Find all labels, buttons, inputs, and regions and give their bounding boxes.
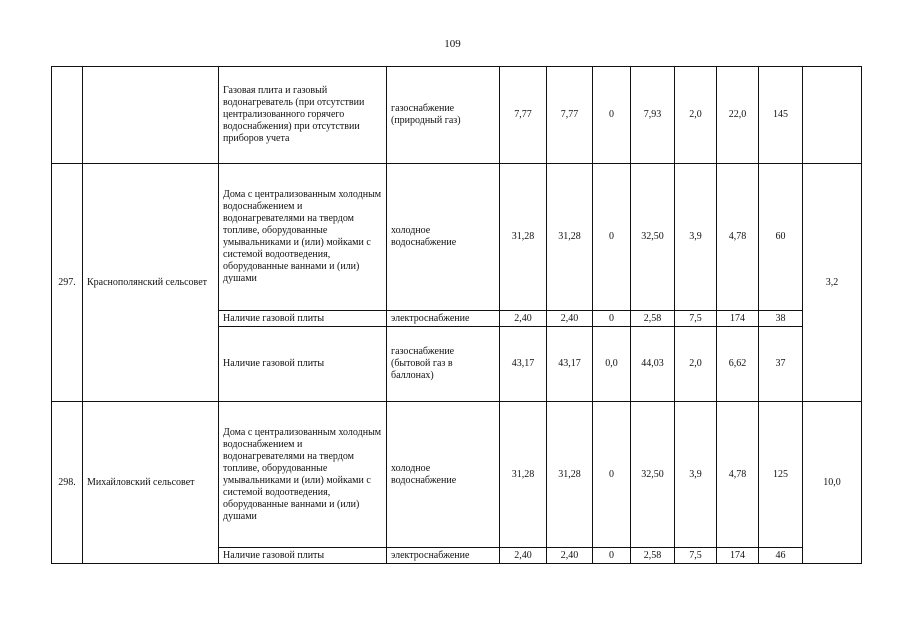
last-value-cell (803, 67, 862, 164)
value-cell: 43,17 (500, 327, 547, 402)
value-cell: 2,40 (500, 548, 547, 564)
value-cell: 31,28 (547, 402, 593, 548)
settlement-name: Михайловский сельсовет (83, 402, 219, 564)
value-cell: 0,0 (593, 327, 631, 402)
value-cell: 3,9 (675, 402, 717, 548)
value-cell: 31,28 (500, 402, 547, 548)
value-cell: 60 (759, 164, 803, 311)
value-cell: 3,9 (675, 164, 717, 311)
value-cell: 2,40 (500, 311, 547, 327)
value-cell: 7,5 (675, 311, 717, 327)
value-cell: 2,58 (631, 311, 675, 327)
value-cell: 32,50 (631, 402, 675, 548)
value-cell: 7,93 (631, 67, 675, 164)
table-row (52, 67, 862, 164)
value-cell: 37 (759, 327, 803, 402)
utility-service: холодное водоснабжение (387, 164, 500, 311)
value-cell: 31,28 (547, 164, 593, 311)
last-value-cell: 3,2 (803, 164, 862, 402)
value-cell: 4,78 (717, 402, 759, 548)
utility-service: газоснабжение (природный газ) (387, 67, 500, 164)
value-cell: 38 (759, 311, 803, 327)
value-cell: 32,50 (631, 164, 675, 311)
value-cell: 0 (593, 311, 631, 327)
value-cell: 22,0 (717, 67, 759, 164)
row-index: 298. (52, 402, 83, 564)
row-index (52, 67, 83, 164)
equipment-description: Дома с централизованным холодным водоснабжением и водонагревателями на твердом топливе, оборудованные умывальниками и (или) мойками с системой водоотведения, оборудованные ваннами и (или) душами (219, 164, 387, 311)
value-cell: 2,40 (547, 548, 593, 564)
equipment-description: Наличие газовой плиты (219, 548, 387, 564)
utility-service: электроснабжение (387, 548, 500, 564)
value-cell: 0 (593, 402, 631, 548)
value-cell: 43,17 (547, 327, 593, 402)
value-cell: 44,03 (631, 327, 675, 402)
table-row (52, 164, 862, 311)
value-cell: 0 (593, 67, 631, 164)
value-cell: 46 (759, 548, 803, 564)
value-cell: 2,40 (547, 311, 593, 327)
value-cell: 4,78 (717, 164, 759, 311)
value-cell: 31,28 (500, 164, 547, 311)
utility-service: электроснабжение (387, 311, 500, 327)
value-cell: 125 (759, 402, 803, 548)
utility-service: газоснабжение (бытовой газ в баллонах) (387, 327, 500, 402)
value-cell: 2,0 (675, 327, 717, 402)
value-cell: 6,62 (717, 327, 759, 402)
value-cell: 7,5 (675, 548, 717, 564)
last-value-cell: 10,0 (803, 402, 862, 564)
value-cell: 0 (593, 548, 631, 564)
value-cell: 174 (717, 548, 759, 564)
value-cell: 0 (593, 164, 631, 311)
value-cell: 174 (717, 311, 759, 327)
row-index: 297. (52, 164, 83, 402)
value-cell: 2,0 (675, 67, 717, 164)
table-row (52, 402, 862, 548)
value-cell: 7,77 (547, 67, 593, 164)
page-number: 109 (444, 38, 461, 50)
value-cell: 2,58 (631, 548, 675, 564)
equipment-description: Газовая плита и газовый водонагреватель (при отсутствии централизованного горячего водоснабжения) при отсутствии приборов учета (219, 67, 387, 164)
equipment-description: Наличие газовой плиты (219, 327, 387, 402)
settlement-name: Краснополянский сельсовет (83, 164, 219, 402)
value-cell: 145 (759, 67, 803, 164)
tariff-table (51, 66, 862, 564)
value-cell: 7,77 (500, 67, 547, 164)
settlement-name (83, 67, 219, 164)
equipment-description: Наличие газовой плиты (219, 311, 387, 327)
utility-service: холодное водоснабжение (387, 402, 500, 548)
equipment-description: Дома с централизованным холодным водоснабжением и водонагревателями на твердом топливе, оборудованные умывальниками и (или) мойками с системой водоотведения, оборудованные ваннами и (или) душами (219, 402, 387, 548)
